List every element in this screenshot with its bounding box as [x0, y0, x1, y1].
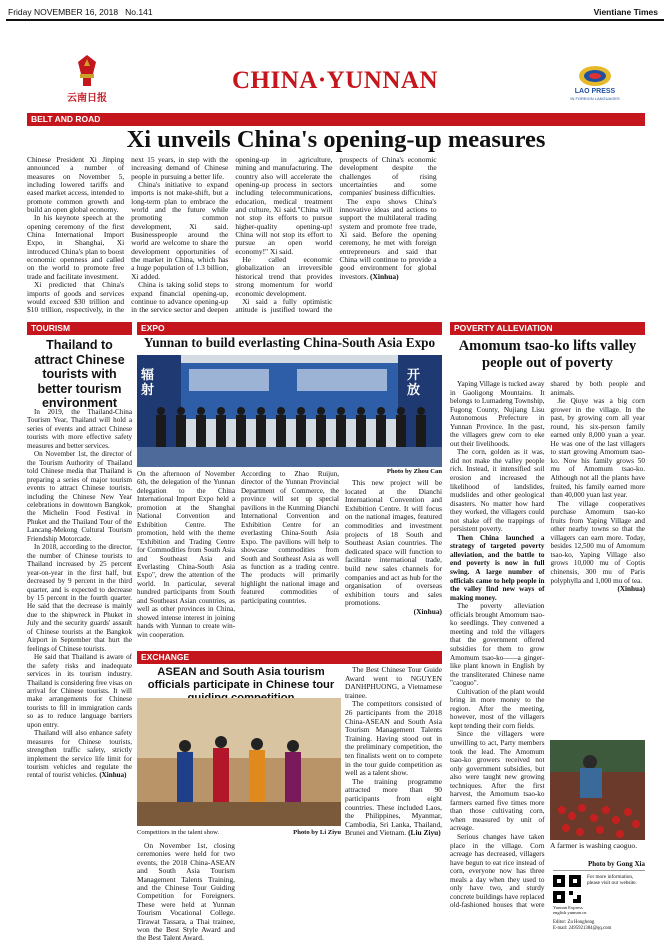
expo-banner-right: 开放 — [407, 367, 421, 397]
qr-info-text: For more information, please visit our website. — [587, 874, 637, 887]
date-line — [8, 7, 153, 17]
tourism-paragraph: Thailand will also enhance safety measures for Chinese tourists, strengthen traffic safety, strictly implement the service life limit for tourism vehicles and regulate the rental of tourist vehicles. — [27, 729, 132, 780]
expo-body-col2 — [241, 470, 339, 650]
poverty-paragraph: Jie Qiuye was a big corn grower in the village. In the past, by growing corn all year round, his six-person family earned only 8,000 yuan a year. He was one of the last villagers to start growing Amomum tsao-ko. Now his family grows 50 mu of Amomum tsao-ko. Although not all the plants have fruited, his family earned more than 40,000 yuan last year. — [550, 397, 645, 500]
expo-body-col3 — [345, 479, 442, 649]
date-text: Friday NOVEMBER 16, 2018 — [8, 7, 119, 17]
poverty-paragraph: Since the villagers were unwilling to act, Party members took the lead. The Amomum tsao-ko growers received not only government subsidies, but also were taught new growing techniques. After the first harvest, the Amomum tsao-ko farmers earned five times more than those cultivating corn, when measured by unit of acreage. — [450, 730, 545, 833]
poverty-paragraph: Yaping Village is tucked away in Gaoligong Mountains. It belongs to Lumadeng Township, Fugong County, Nujiang Lisu Autonomous Prefecture in Yunnan Province. In the past, the villagers grew corn to eke out their livelihoods. — [450, 380, 545, 448]
poverty-paragraph: Serious changes have taken place in the village. Corn acreage has decreased, villagers have begun to eat rice instead of corn, everyone now has three meals a day when they used to only have two, and sturdy concrete buildings have replaced old-fashioned houses that were shared by both people and animals. — [450, 380, 645, 910]
expo-body-col1 — [137, 470, 235, 650]
expo-paragraph: On the afternoon of November 6th, the delegation of the Yunnan delegation to the China International Import Expo held a promotion at the Shanghai National Convention and Exhibition Centre. The promotion, held with the theme "Exhibition and Trading Centre for Commodities from South Asia and Southeast Asia and Everlasting China-South Asia Expo", drew the attention of the world. In particular, several hundred participants from South and Southeast Asian countries, as well as other provinces in China, showed intense interest in joining hands with Yunnan to create win-win cooperation. — [137, 470, 235, 639]
exchange-paragraph-1a: On November 1st, closing ceremonies were held for two events, the 2018 China-ASEAN and South Asia Tourism Management Talents Training, and the Chinese Tour Guiding Competition for Foreigners. These were held at Yunnan Tourism Vocational College. Tirawat Tassara, a Thai trainee, won the Best Style Award and the Best Talent Award. — [137, 841, 235, 943]
exchange-paragraph: The training programme attracted more than 90 participants from eight countries. These included Laos, the Philippines, Myanmar, Cambodia, Sri Lanka, Thailand, Brunei and Vietnam. — [345, 776, 442, 838]
email-line: E-mail: 2495921384@qq.com — [553, 926, 612, 931]
lead-paragraph: The expo shows China's innovative ideas and actions to support the multilateral trading system and promote free trade, Xi said. Before the opening ceremony, he met with foreign entrepreneurs and said that China will continue to provide a good environment for global investors. — [339, 196, 437, 281]
exchange-photo-caption: Competitors in the talent show. — [137, 829, 220, 836]
lead-paragraph: China is taking solid steps to expand financial opening-up, continue to advance opening-up in the service sector and deepen opening-up in agriculture, mining and manufacturing. The country also will accelerate the opening-up process in sectors including telecommunications, education, medical treatment and culture, Xi said."China will not stop its efforts to pursue higher-quality opening-up! China will not stop its effort to pursue an open world economy!" Xi said. — [131, 155, 333, 315]
exchange-headline: ASEAN and South Asia tourism officials participate in Chinese tour — [147, 666, 335, 691]
qr-box — [553, 870, 645, 916]
masthead-rule — [6, 19, 664, 21]
tourism-headline: Thailand to attract Chinese tourists with better tourism environment — [34, 338, 125, 410]
tourism-credit: (Xinhua) — [99, 771, 127, 780]
issue-number: No.141 — [125, 7, 153, 17]
logo-text: 云南日报 — [67, 93, 107, 104]
exchange-credit: (Liu Ziyu) — [408, 828, 441, 838]
logo-emblem-icon — [72, 54, 102, 88]
qr-sub-text: Yunnan Express — [553, 905, 583, 910]
expo-photo-credit: Photo by Zhou Can — [386, 468, 442, 475]
poverty-credit: (Xinhua) — [617, 585, 645, 594]
lao-press-sub: IN FOREIGN LANGUAGES — [570, 96, 620, 101]
editor-line: Editor: Zu Honghong — [553, 920, 595, 925]
lao-press-emblem-icon — [577, 65, 613, 87]
lead-paragraph: He called economic globalization an irreversible historical trend that provides strong momentum for world economic development. — [235, 255, 333, 298]
lead-headline: Xi unveils China's opening-up measures — [126, 126, 546, 153]
lead-paragraph: In his keynote speech at the opening ceremony of the first China International Import Expo, in Shanghai, Xi introduced China's plan to boost economic openness and called on the world to promote free trade and facilitate investment. — [27, 213, 125, 281]
qr-code-icon — [553, 875, 581, 903]
poverty-headline: Amomum tsao-ko lifts valley people out of poverty — [458, 338, 637, 371]
exchange-photo-image — [137, 698, 341, 826]
exchange-photo-credit: Photo by Li Ziyu — [293, 829, 341, 836]
page-title: CHINA·YUNNAN — [232, 67, 438, 94]
poverty-photo-credit: Photo by Gong Xia — [588, 860, 645, 868]
lead-columns — [27, 156, 645, 320]
paper-name: Vientiane Times — [593, 7, 658, 17]
exchange-paragraph: The competitors consisted of 26 participants from the 2018 China-ASEAN and South Asia Tourism Management Talents Training. Having stood out in the preliminary competition, the ten finalists went on to compete in the tour guide competition as well as a talent show. — [345, 699, 442, 778]
tourism-paragraph: In 2019, the Thailand-China Tourism Year, Thailand will hold a series of events and attract Chinese tourists with more effective safety measures and better services. — [27, 408, 132, 450]
tourism-body — [27, 408, 132, 920]
lead-body — [27, 156, 645, 320]
exchange-body-col2 — [345, 666, 442, 920]
expo-credit: (Xinhua) — [413, 606, 442, 616]
expo-paragraph: This new project will be located at the Dianchi International Convention and Exhibition Centre. It will focus on the national images, featured commodities and investment projects of 18 South and Southeast Asian countries. The dedicated space will function to facilitate international trade, build new sales channels for companies and act as hub for the organisation of overseas exhibition tours and sales promotions. — [345, 478, 442, 608]
tourism-paragraph: On November 1st, the director of the Tourism Authority of Thailand told Chinese media that Thailand is preparing a series of major tourism events to attract Chinese tourists, including the Chinese New Year celebrations in downtown Bangkok, the Michelin Food Festival in Phuket and the Thailand Tour of the Lancang-Mekong Cultural Tourism Friendship Motorcade. — [27, 450, 132, 543]
poverty-paragraph: Cultivation of the plant would bring in more money to the region. After the meeting, however, most of the villagers kept tending their corn fields. — [450, 687, 545, 730]
lead-paragraph: China's initiative to expand imports is not make-shift, but a long-term plan to embrace the world and the future while promoting common development, Xi said. Businesspeople around the world are welcome to share the development opportunities of the market in China, which has a huge population of 1.3 billion, Xi added. — [131, 180, 229, 281]
lead-paragraph: Xi said a fully optimistic attitude is justified toward the prospects of China's economic development despite the challenges of rising uncertainties and some companies' business difficulties. — [235, 155, 437, 315]
poverty-paragraph: The corn, golden as it was, did not make the valley people rich. Instead, it intensified soil erosion and increased the likelihood of landslides, mudslides and other geological disasters. No matter how hard they worked, the villagers could not shake off the trappings of persistent poverty. — [450, 448, 545, 534]
exchange-paragraph: The Best Chinese Tour Guide Award went to NGUYEN DANHPHUONG, a Vietnamese trainee. — [345, 665, 442, 700]
section-belt-and-road: BELT AND ROAD — [27, 113, 645, 126]
poverty-photo-image — [550, 740, 645, 840]
poverty-paragraph: The poverty alleviation officials brought Amomum tsao-ko seedlings. They convened a meeting and told the villagers that the government offered subsidies for them to grow Amomum tsao-ko——a ginger-like plant known in English by the transliterated Chinese name "caoguo". — [450, 602, 545, 688]
tourism-paragraph: He said that Thailand is aware of the safety risks and inadequate services in its tourism industry. Thailand is considering free visas on arrival for Chinese tourists. It will make arrangements for Chinese tourists to fill in immigration cards so as to reduce language barriers upon entry. — [27, 653, 132, 729]
section-poverty-alleviation: POVERTY ALLEVIATION — [450, 322, 645, 335]
poverty-paragraph: Then China launched a strategy of targeted poverty alleviation, and the battle to end poverty is now in full swing. A large number of officials came to help people in the valley find new ways of making money. — [450, 533, 545, 602]
expo-paragraph: According to Zhao Ruijun, director of the Yunnan Provincial Department of Commerce, the province will set up special pavilions in the Kunming Dianchi International Convention and Exhibition Centre for an everlasting China-South Asia Expo. The pavilions will help to showcase commodities from South and Southeast Asia as well as function as a trading centre. The products will primarily highlight the national image and featured commodities of participating countries. — [241, 470, 339, 605]
poverty-paragraph: The village cooperatives purchase Amomum tsao-ko fruits from Yaping Village and other nearby towns so that the villagers can earn more. Today, besides 12,500 mu of Amomum tsao-ko, Yaping Village also grows 10,000 mu of Coptis chinensis, 300 mu of Paris polyphylla and 1,000 mu of tea. — [550, 499, 645, 585]
section-exchange: EXCHANGE — [137, 651, 442, 664]
expo-headline: Yunnan to build everlasting China-South Asia Expo — [143, 335, 436, 350]
tourism-paragraph: In 2018, according to the director, the number of Chinese tourists to Thailand increased by 25 percent year-on-year in the first half, but decreased by 9 percent in the third quarter, and is expected to decrease by 15 percent in the fourth quarter. He said that the decrease is mainly due to the shipwreck in Phuket in July and the security guards' assault of Chinese tourists at the Bangkok Airport in September that hurt the feelings of Chinese tourists. — [27, 543, 132, 653]
exchange-photo — [137, 698, 341, 826]
lao-press-logo — [565, 65, 625, 105]
section-expo: EXPO — [137, 322, 442, 335]
lead-paragraph: Chinese President Xi Jinping announced a number of measures on November 5, including lowered tariffs and eased market access, intended to promote common growth and build an open global economy. — [27, 155, 125, 215]
qr-url-text: english.yunnan.cn — [553, 910, 587, 915]
section-tourism: TOURISM — [27, 322, 132, 335]
lead-paragraph: Xi predicted that China's imports of goods and services would exceed $30 trillion and $10 trillion, respectively, in the next 15 years, in step with the increasing demand of Chinese people in pursuing a better life. — [27, 155, 229, 315]
expo-photo — [137, 355, 442, 467]
lao-press-label: LAO PRESS — [574, 88, 616, 95]
poverty-photo — [550, 740, 645, 840]
expo-banner-left: 辐射 — [141, 367, 155, 397]
lead-credit: (Xinhua) — [370, 271, 399, 281]
exchange-body-col1 — [137, 841, 235, 943]
expo-photo-image — [137, 355, 442, 467]
poverty-photo-caption: A farmer is washing caoguo. — [550, 841, 638, 850]
yunnan-daily-logo — [62, 54, 112, 102]
